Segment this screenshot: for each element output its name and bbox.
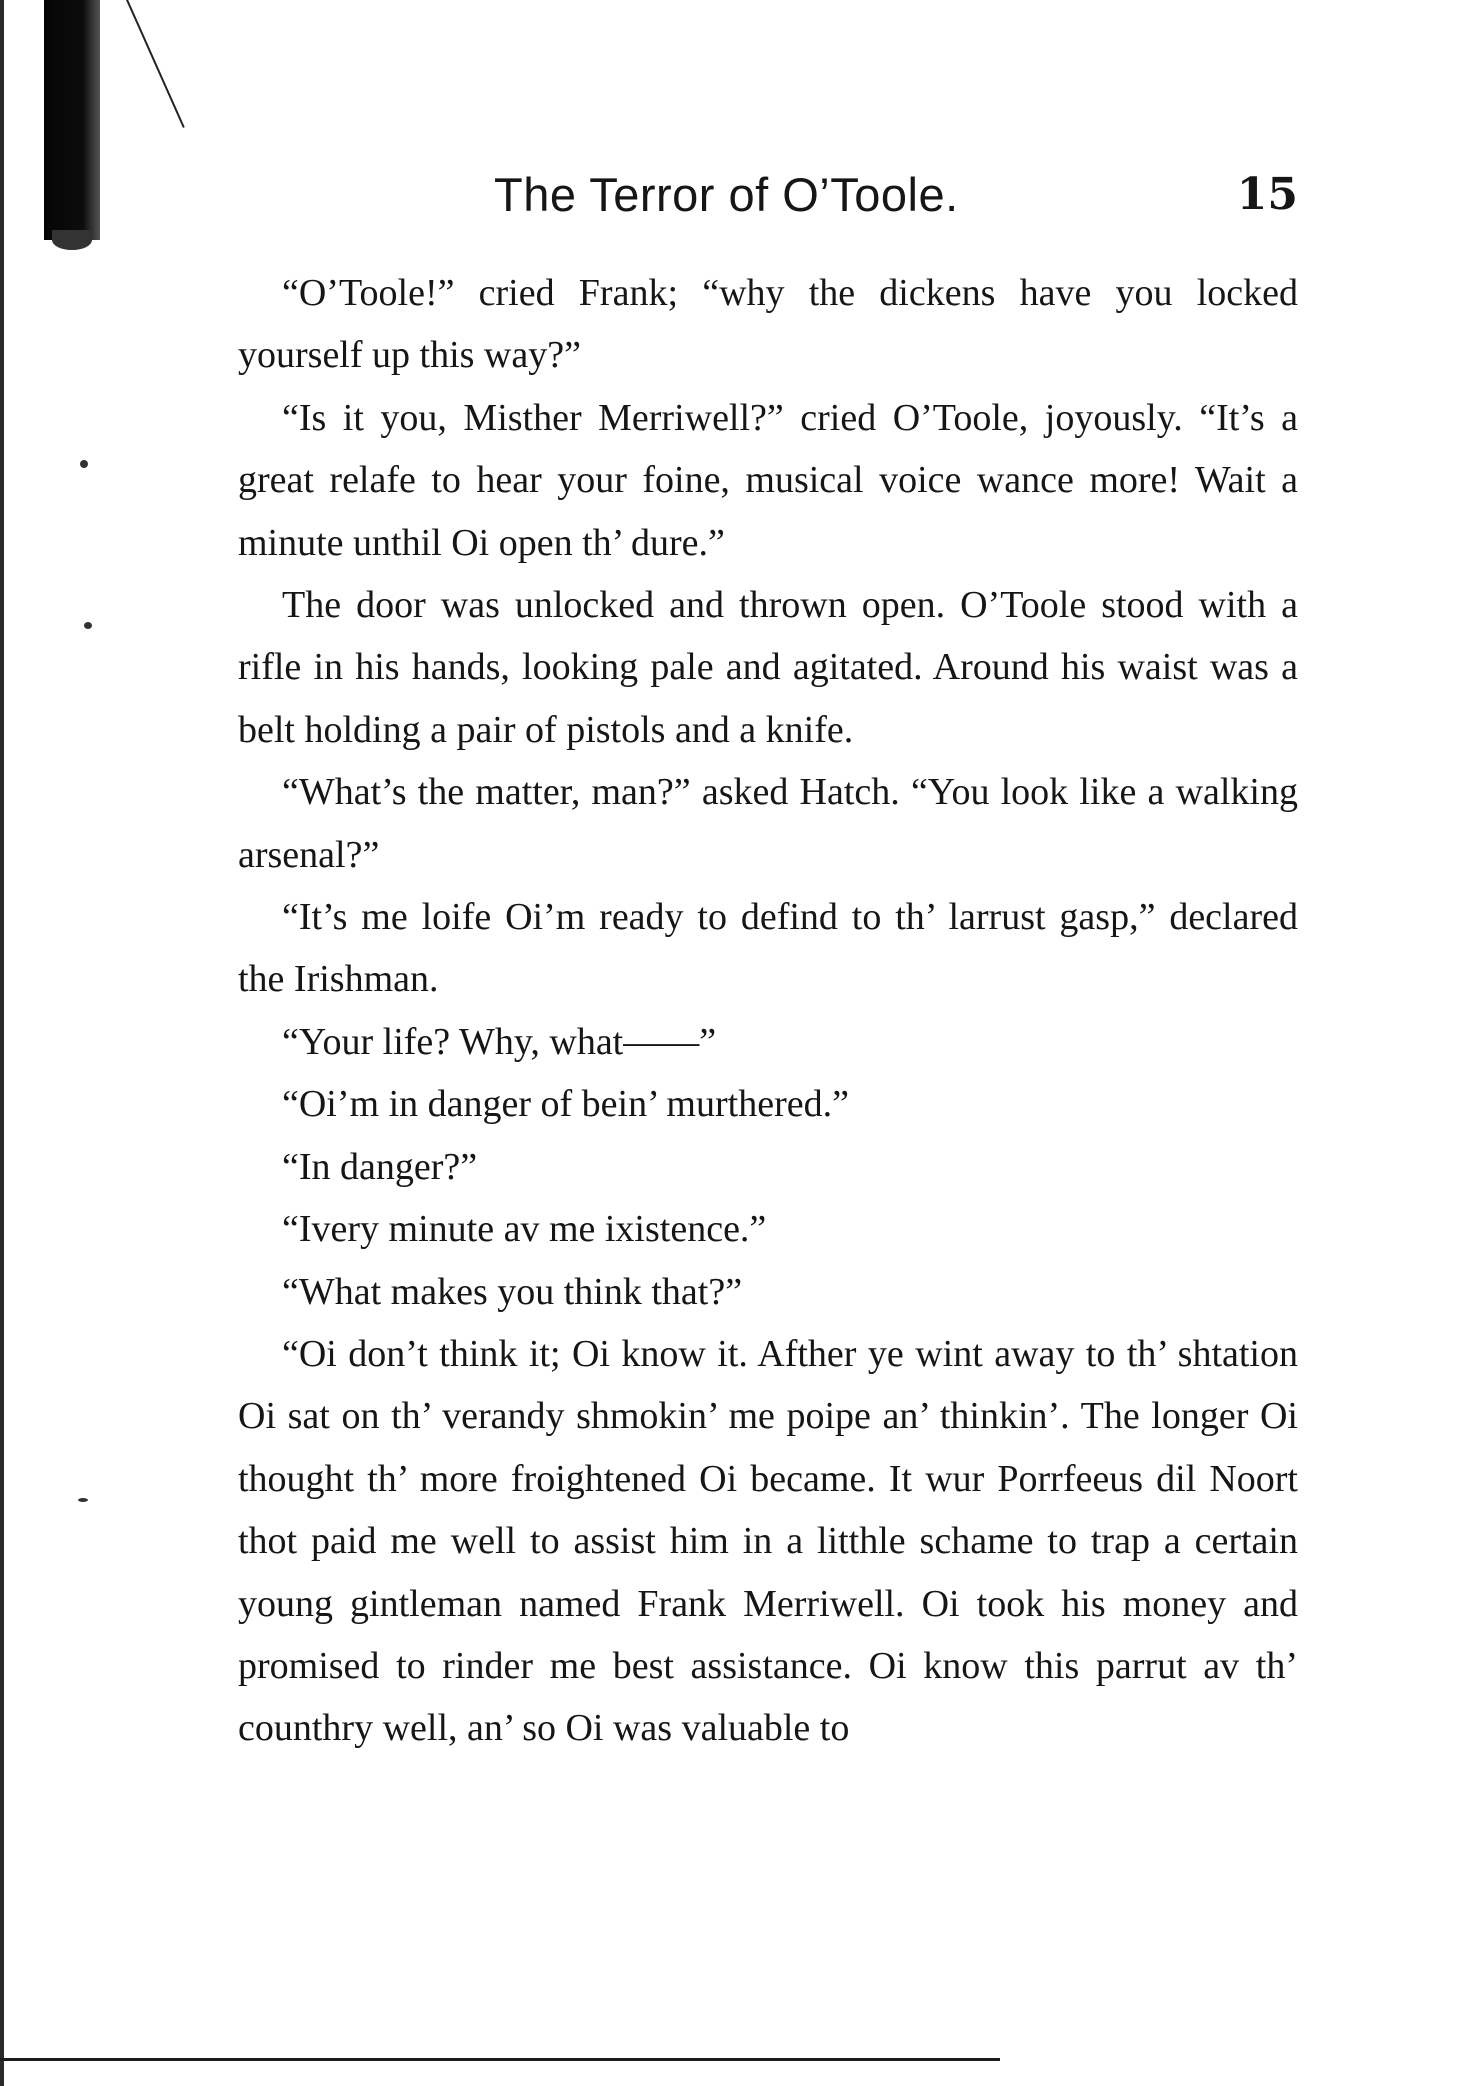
scan-bottom-edge [0, 2058, 1000, 2061]
scan-speck [80, 460, 88, 468]
paragraph: “Your life? Why, what——” [282, 1020, 717, 1063]
scan-speck [78, 1498, 88, 1502]
paragraph: “Oi’m in danger of bein’ murthered.” [282, 1083, 849, 1126]
scan-speck [84, 622, 92, 629]
page-number: 15 [1236, 169, 1298, 220]
scan-crease-line [126, 0, 185, 128]
paragraph: “Ivery minute av me ixistence.” [282, 1208, 767, 1251]
running-title: The Terror of O’Toole. [494, 168, 959, 221]
scan-binding-shadow [44, 0, 100, 240]
paragraph: “Is it you, Misther Merriwell?” cried O’Toole, joyously. “It’s a great relafe to hear your foine, musical voice wance more! Wait a minute unthil Oi open th’ dure.” [238, 396, 1298, 564]
body-text [238, 262, 1298, 1760]
scan-left-edge [0, 0, 4, 2086]
paragraph: “What makes you think that?” [282, 1270, 743, 1313]
paragraph: “What’s the matter, man?” asked Hatch. “You look like a walking arsenal?” [238, 771, 1298, 876]
paragraph: “It’s me loife Oi’m ready to defind to th’ larrust gasp,” declared the Irishman. [238, 896, 1298, 1001]
paragraph: “In danger?” [282, 1145, 478, 1188]
paragraph: The door was unlocked and thrown open. O’Toole stood with a rifle in his hands, looking pale and agitated. Around his waist was a belt holding a pair of pistols and a knife. [238, 584, 1298, 751]
page-header [238, 160, 1298, 230]
paragraph: “Oi don’t think it; Oi know it. Afther ye wint away to th’ shtation Oi sat on th’ verandy shmokin’ me poipe an’ thinkin’. The longer Oi thought th’ more froightened Oi became. It wur Porrfeeus dil Noort thot paid me well to assist him in a litthle schame to trap a certain young gintleman named Frank Merriwell. Oi took his money and promised to rinder me best assistance. Oi know this parrut av th’ counthry well, an’ so Oi was valuable to [238, 1332, 1298, 1750]
paragraph: “O’Toole!” cried Frank; “why the dickens have you locked yourself up this way?” [238, 272, 1298, 377]
